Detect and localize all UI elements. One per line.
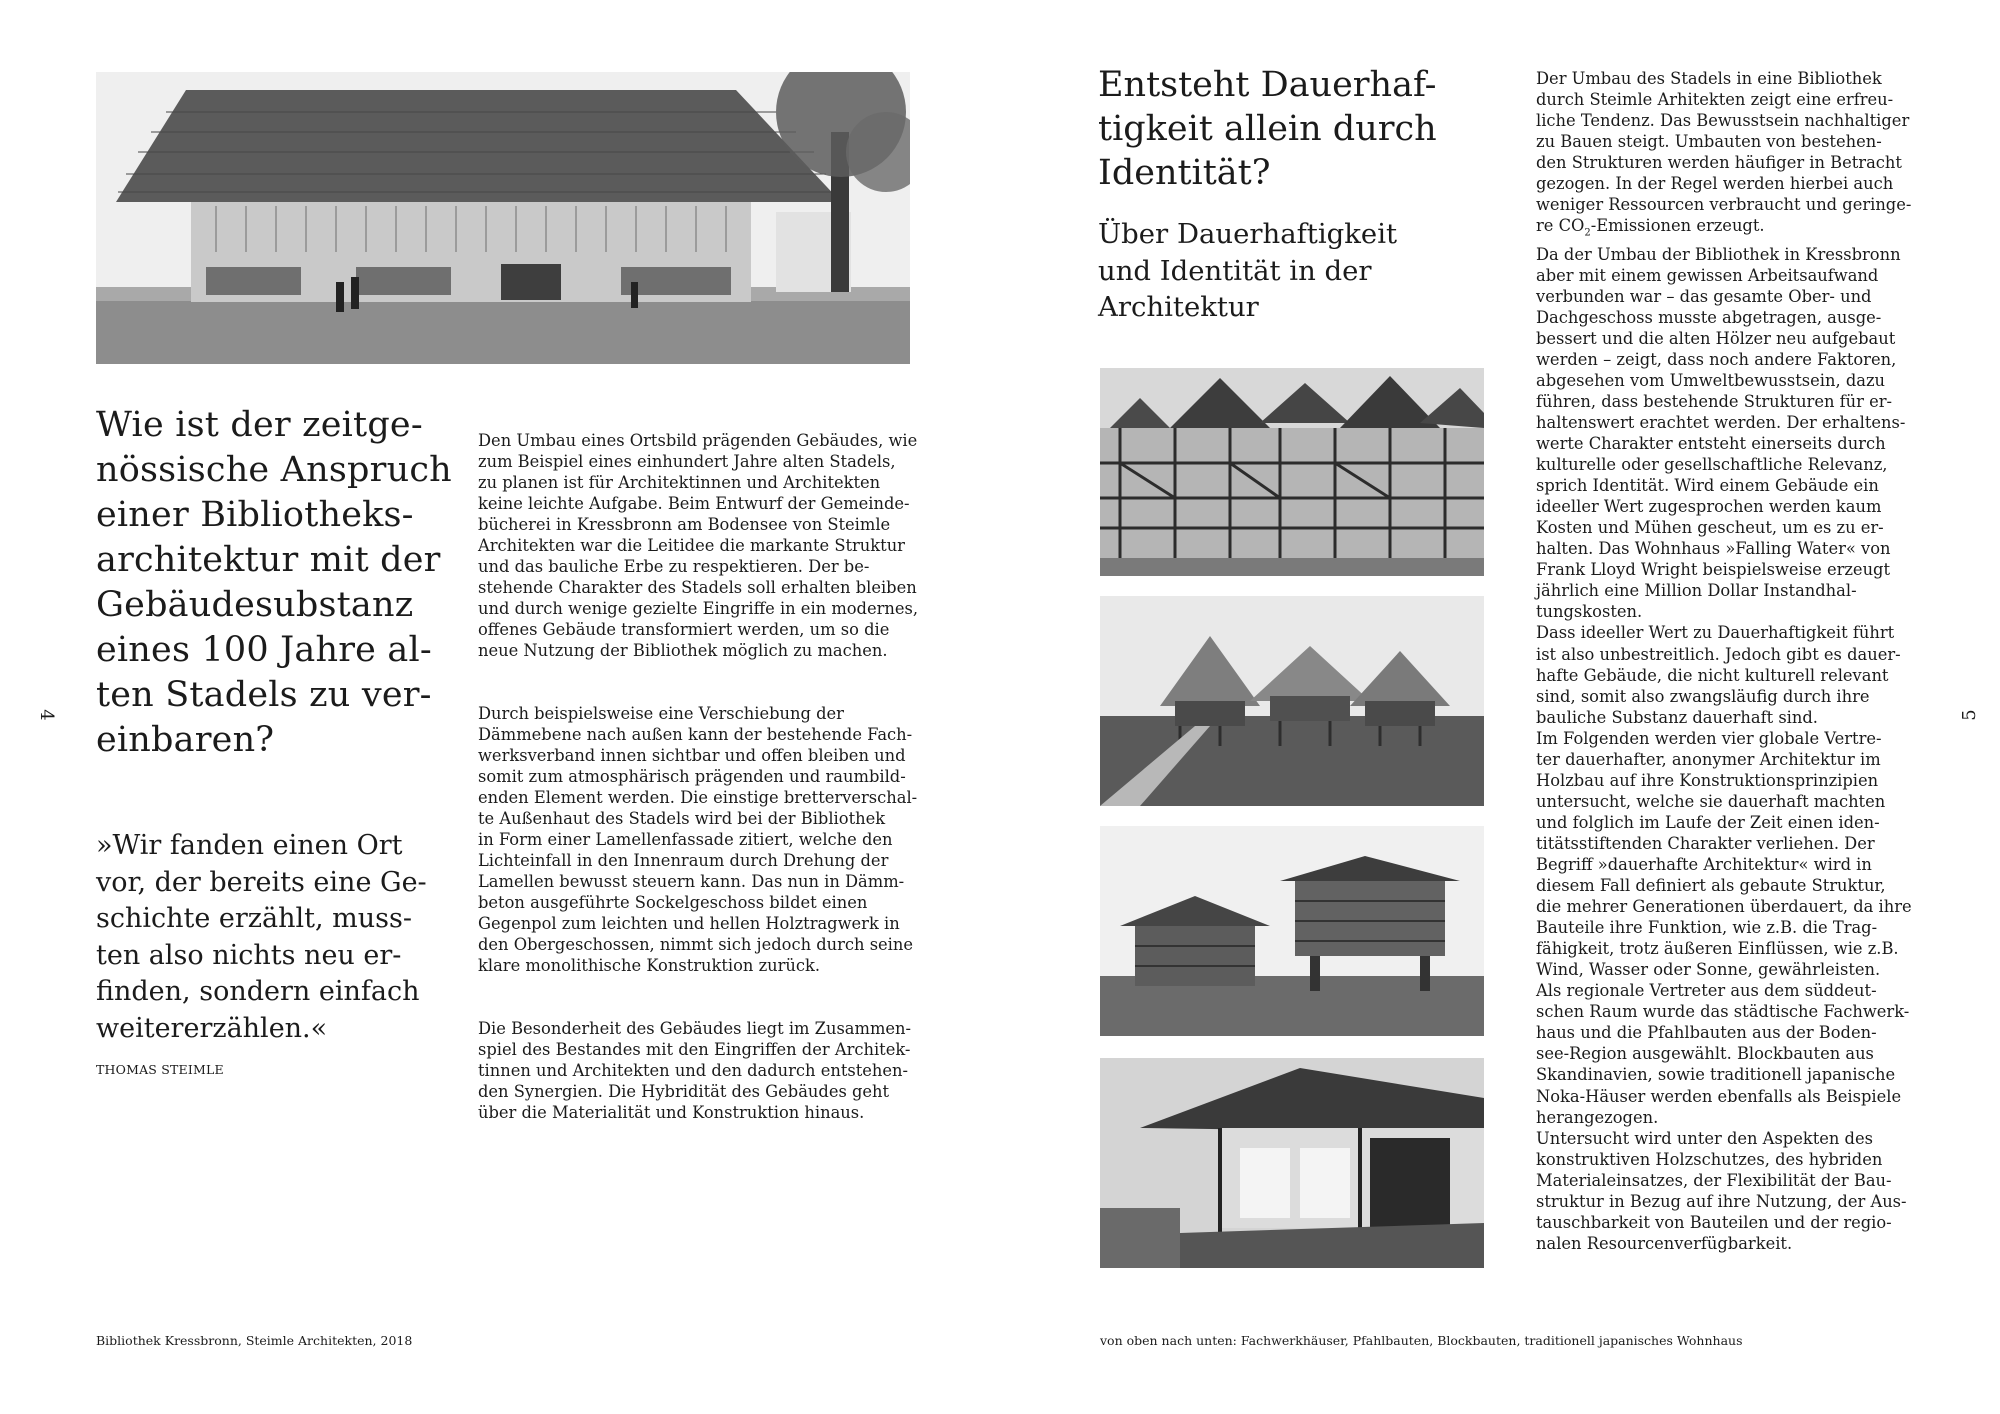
photo-pfahlbauten xyxy=(1100,596,1484,806)
left-body-paragraph-3: Die Besonderheit des Gebäudes liegt im Zusammen- spiel des Bestandes mit den Eingriffen der Architek- tinnen und Architekten und den dadurch entstehen- den Synergien. Die Hybridität des Gebäudes geht über die Materialität und Konstruktion hinaus. xyxy=(478,1019,912,1122)
left-body-paragraph-1: Den Umbau eines Ortsbild prägenden Gebäudes, wie zum Beispiel eines einhundert Jahre alten Stadels, zu planen ist für Architektinnen und Architekten keine leichte Aufgabe. Beim Entwurf der Gemeinde- bücherei in Kressbronn am Bodensee von Steimle Architekten war die Leitidee die markante Struktur und das bauliche Erbe zu respektieren. Der be- stehende Charakter des Stadels soll erhalten bleiben und durch wenige gezielte Eingriffe in ein modernes, offenes Gebäude transformiert werden, um so die neue Nutzung der Bibliothek möglich zu machen. xyxy=(478,431,919,660)
pull-quote: »Wir fanden einen Ort vor, der bereits eine Ge- schichte erzählt, muss- ten also nichts neu er- finden, sondern einfach weitererzählen.« xyxy=(96,830,427,1044)
photo-blockbauten xyxy=(1100,826,1484,1036)
caption-right: von oben nach unten: Fachwerkhäuser, Pfahlbauten, Blockbauten, traditionell japanisches Wohnhaus xyxy=(1100,1333,1743,1348)
left-body-text xyxy=(478,409,938,1165)
right-body-text xyxy=(1536,68,1956,1254)
right-body-part-1: Der Umbau des Stadels in eine Bibliothek durch Steimle Arhitekten zeigt eine erfreu- liche Tendenz. Das Bewusstsein nachhaltiger zu Bauen steigt. Umbauten von bestehen- den Strukturen werden häufiger in Betracht gezogen. In der Regel werden hierbei auch weniger Ressourcen verbraucht und geringe- re CO xyxy=(1536,69,1912,236)
co2-subscript: 2 xyxy=(1584,227,1591,239)
quote-author: THOMAS STEIMLE xyxy=(96,1062,224,1077)
photo-japanisches-wohnhaus xyxy=(1100,1058,1484,1268)
right-heading: Entsteht Dauerhaf- tigkeit allein durch Identität? xyxy=(1098,65,1437,193)
photo-library-kressbronn xyxy=(96,72,910,364)
photo-fachwerkhaeuser xyxy=(1100,368,1484,576)
left-body-paragraph-2: Durch beispielsweise eine Verschiebung der Dämmebene nach außen kann der bestehende Fach- werksverband innen sichtbar und offen bleiben und somit zum atmosphärisch prägenden und raumbild- enden Element werden. Die einstige bretterverschal- te Außenhaut des Stadels wird bei der Bibliothek in Form einer Lamellenfassade zitiert, welche den Lichteinfall in den Innenraum durch Drehung der Lamellen bewusst steuern kann. Das nun in Dämm- beton ausgeführte Sockelgeschoss bildet einen Gegenpol zum leichten und hellen Holztragwerk in den Obergeschossen, nimmt sich jedoch durch seine klare monolithische Konstruktion zurück. xyxy=(478,704,918,975)
page-number-right: 5 xyxy=(1959,709,1980,721)
right-subheading: Über Dauerhaftigkeit und Identität in der Architektur xyxy=(1098,218,1398,323)
page-number-left: 4 xyxy=(36,709,57,721)
caption-left: Bibliothek Kressbronn, Steimle Architekten, 2018 xyxy=(96,1333,413,1348)
right-body-part-2: -Emissionen erzeugt. Da der Umbau der Bibliothek in Kressbronn aber mit einem gewissen Arbeitsaufwand verbunden war – das gesamte Ober- und Dachgeschoss musste abgetragen, ausge- bessert und die alten Hölzer neu aufgebaut werden – zeigt, dass noch andere Faktoren, abgesehen vom Umweltbewusstsein, dazu führen, dass bestehende Strukturen für er- haltenswert erachtet werden. Der erhaltens- werte Charakter entsteht einerseits durch kulturelle oder gesellschaftliche Relevanz, sprich Identität. Wird einem Gebäude ein ideeller Wert zugesprochen werden kaum Kosten und Mühen gescheut, um es zu er- halten. Das Wohnhaus »Falling Water« von Frank Lloyd Wright beispielsweise erzeugt jährlich eine Million Dollar Instandhal- tungskosten. Dass ideeller Wert zu Dauerhaftigkeit führt ist also unbestreitlich. Jedoch gibt es dauer- hafte Gebäude, die nicht kulturell relevant sind, somit also zwangsläufig durch ihre bauliche Substanz dauerhaft sind. Im Folgenden werden vier globale Vertre- ter dauerhafter, anonymer Architektur im Holzbau auf ihre Konstruktionsprinzipien untersucht, welche sie dauerhaft machten und folglich im Laufe der Zeit einen iden- titätsstiftenden Charakter verliehen. Der Begriff »dauerhafte Architektur« wird in diesem Fall definiert als gebaute Struktur, die mehrer Generationen überdauert, da ihre Bauteile ihre Funktion, wie z.B. die Trag- fähigkeit, trotz äußeren Einflüssen, wie z.B. Wind, Wasser oder Sonne, gewährleisten. Als regionale Vertreter aus dem süddeut- schen Raum wurde das städtische Fachwerk- haus und die Pfahlbauten aus der Boden- see-Region ausgewählt. Blockbauten aus Skandinavien, sowie traditionell japanische Noka-Häuser werden ebenfalls als Beispiele herangezogen. Untersucht wird unter den Aspekten des konstruktiven Holzschutzes, des hybriden Materialeinsatzes, der Flexibilität der Bau- struktur in Bezug auf ihre Nutzung, der Aus- tauschbarkeit von Bauteilen und der regio- nalen Resourcenverfügbarkeit. xyxy=(1536,216,1912,1253)
left-heading: Wie ist der zeitge- nössische Anspruch einer Bibliotheks- architektur mit der Gebäudesubstanz eines 100 Jahre al- ten Stadels zu ver- einbaren? xyxy=(96,405,452,760)
